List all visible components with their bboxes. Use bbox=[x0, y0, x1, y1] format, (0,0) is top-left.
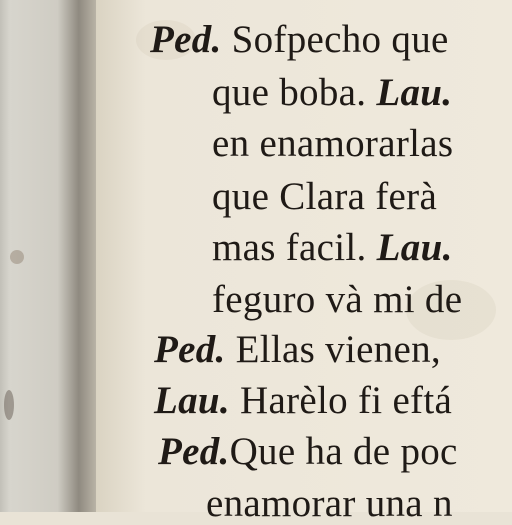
line-text: en enamorarlas bbox=[212, 122, 454, 165]
speaker-label: Lau. bbox=[376, 71, 453, 114]
line-text: mas facil. bbox=[212, 226, 377, 269]
text-line-8 bbox=[154, 381, 452, 420]
text-line-1 bbox=[150, 20, 449, 59]
text-line-2 bbox=[212, 73, 452, 112]
line-text: Ellas vienen, bbox=[225, 328, 441, 371]
text-line-4 bbox=[212, 177, 437, 216]
line-text: feguro và mi de bbox=[212, 278, 463, 321]
margin-stain bbox=[10, 250, 24, 264]
text-line-10 bbox=[206, 484, 453, 523]
text-line-5 bbox=[212, 228, 453, 267]
line-text: enamorar una n bbox=[206, 482, 453, 525]
text-line-6 bbox=[212, 280, 462, 319]
line-text: que Clara ferà bbox=[212, 175, 438, 218]
speaker-label: Ped. bbox=[150, 18, 222, 61]
line-text: Sofpecho que bbox=[221, 18, 449, 61]
line-text: Que ha de poc bbox=[229, 430, 458, 473]
text-line-3 bbox=[212, 124, 453, 163]
speaker-label: Ped. bbox=[154, 328, 226, 371]
speaker-label: Lau. bbox=[154, 379, 230, 422]
line-text: Harèlo fi eftá bbox=[229, 379, 453, 422]
speaker-label: Lau. bbox=[376, 226, 453, 269]
text-line-9 bbox=[158, 432, 458, 471]
line-text: que boba. bbox=[212, 71, 377, 114]
margin-stain bbox=[4, 390, 14, 420]
speaker-label: Ped. bbox=[158, 430, 230, 473]
text-line-7 bbox=[154, 330, 441, 369]
